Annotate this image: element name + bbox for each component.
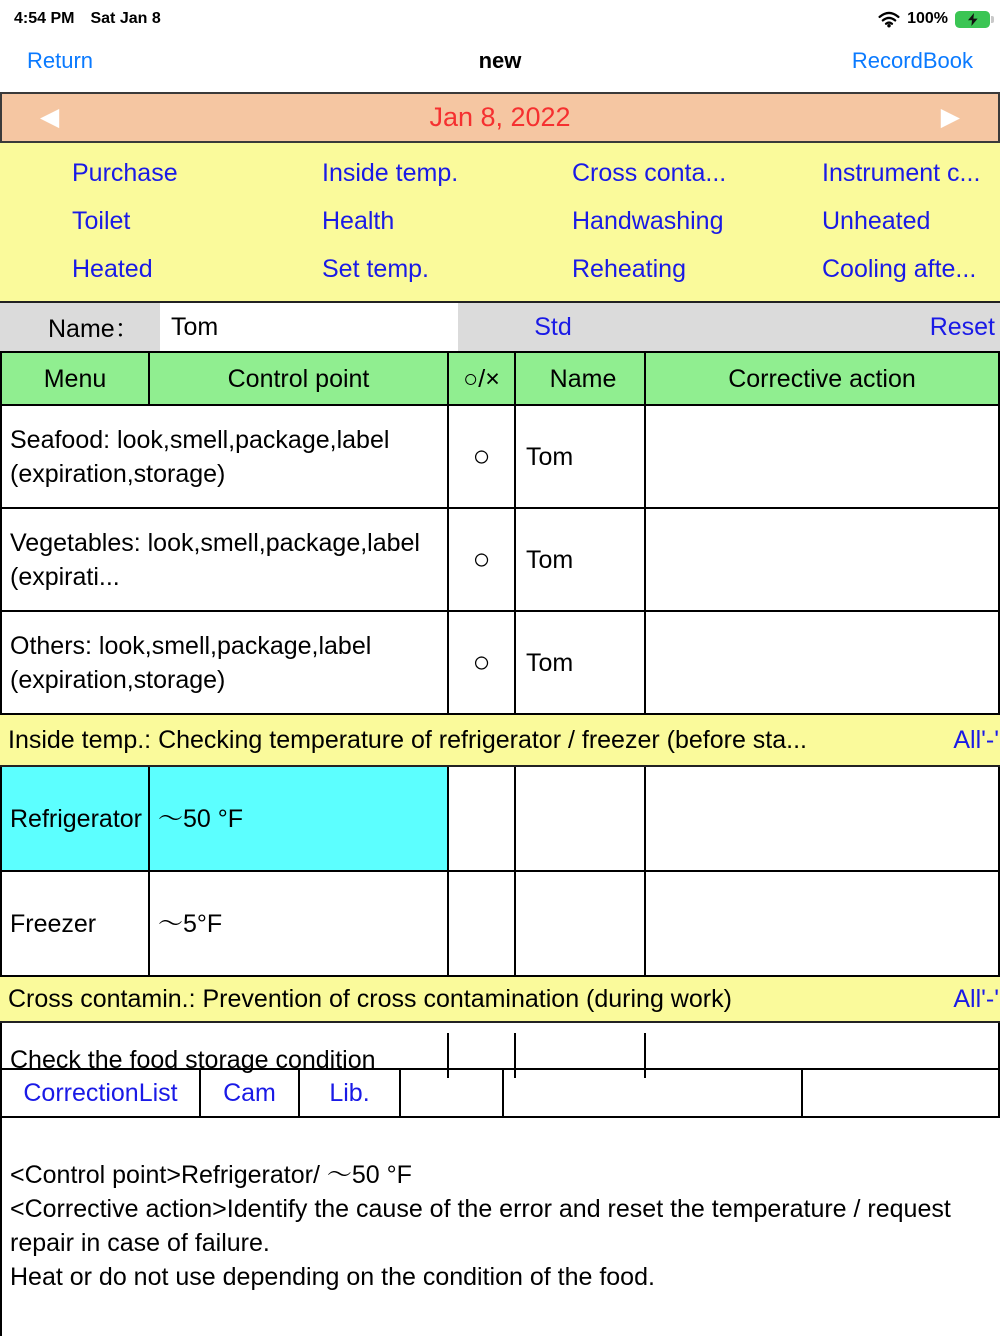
menu-item-set-temp[interactable]: Set temp. xyxy=(322,254,429,283)
library-button[interactable]: Lib. xyxy=(300,1070,401,1116)
reset-button[interactable]: Reset xyxy=(929,312,995,341)
standard-cell[interactable]: ～5°F xyxy=(150,872,449,975)
mark-cell[interactable] xyxy=(449,767,516,870)
corrective-action-cell[interactable] xyxy=(646,509,998,610)
next-day-button[interactable]: ▶ xyxy=(940,103,960,131)
battery-percent-text: 100% xyxy=(907,10,948,27)
mark-cell[interactable]: ○ xyxy=(449,406,516,507)
table-row-refrigerator xyxy=(2,767,998,872)
corrective-action-cell[interactable] xyxy=(646,406,998,507)
inside-temp-all-mark-button[interactable]: All'-' xyxy=(953,725,999,754)
page-title: new xyxy=(478,48,522,73)
cross-contamination-table xyxy=(0,1023,1000,1074)
name-label: Name： xyxy=(48,315,140,343)
prev-day-button[interactable]: ◀ xyxy=(40,103,60,131)
charging-bolt-icon xyxy=(967,13,979,26)
cross-contamination-section-title: Cross contamin.: Prevention of cross contamination (during work) xyxy=(8,984,732,1013)
clock-text: 4:54 PM xyxy=(14,10,75,27)
menu-item-inside-temp[interactable]: Inside temp. xyxy=(322,158,459,187)
menu-item-handwashing[interactable]: Handwashing xyxy=(572,206,724,235)
detail-panel xyxy=(0,1118,1000,1336)
status-bar xyxy=(0,0,1000,30)
toolbar-empty-cell xyxy=(803,1070,998,1116)
menu-item-cooling[interactable]: Cooling afte... xyxy=(822,254,977,283)
purchase-table xyxy=(0,351,1000,715)
control-point-cell[interactable]: Seafood: look,smell,package,label (expiration,storage) xyxy=(2,406,449,507)
menu-item-unheated[interactable]: Unheated xyxy=(822,206,931,235)
current-date-label: Jan 8, 2022 xyxy=(429,102,571,132)
cross-contamination-section-bar xyxy=(0,977,1000,1023)
status-indicators xyxy=(878,10,990,28)
cross-contamination-all-mark-button[interactable]: All'-' xyxy=(953,984,999,1013)
table-row-freezer xyxy=(2,872,998,977)
toolbar-empty-cell xyxy=(504,1070,803,1116)
name-cell[interactable]: Tom xyxy=(516,612,646,713)
table-row-food-storage xyxy=(2,1023,998,1074)
detail-control-point-line: <Control point>Refrigerator/ ～50 °F xyxy=(10,1161,412,1189)
bottom-toolbar xyxy=(0,1068,1000,1118)
name-cell[interactable]: Tom xyxy=(516,509,646,610)
name-cell[interactable]: Tom xyxy=(516,406,646,507)
wifi-icon xyxy=(878,11,900,28)
camera-button[interactable]: Cam xyxy=(201,1070,300,1116)
table-row-seafood xyxy=(2,406,998,509)
table-row-others xyxy=(2,612,998,715)
control-point-cell[interactable]: Others: look,smell,package,label (expiration,storage) xyxy=(2,612,449,713)
detail-corrective-action-line: <Corrective action>Identify the cause of the error and reset the temperature / request repair in case of failure. xyxy=(10,1195,951,1257)
status-date-text: Sat Jan 8 xyxy=(90,10,161,27)
return-button[interactable]: Return xyxy=(27,48,94,73)
mark-cell[interactable] xyxy=(449,872,516,975)
name-input[interactable]: Tom xyxy=(160,303,458,351)
mark-cell[interactable]: ○ xyxy=(449,509,516,610)
toolbar-empty-cell xyxy=(401,1070,504,1116)
name-cell[interactable] xyxy=(516,767,646,870)
menu-item-health[interactable]: Health xyxy=(322,206,395,235)
corrective-action-cell[interactable] xyxy=(646,767,998,870)
menu-item-instrument[interactable]: Instrument c... xyxy=(822,158,981,187)
menu-cell[interactable]: Refrigerator xyxy=(2,767,150,870)
table-header-row xyxy=(2,353,998,406)
correction-list-button[interactable]: CorrectionList xyxy=(2,1070,201,1116)
col-header-corrective-action: Corrective action xyxy=(646,353,998,404)
menu-item-cross-contamination[interactable]: Cross conta... xyxy=(572,158,727,187)
mark-cell[interactable]: ○ xyxy=(449,612,516,713)
recordbook-button[interactable]: RecordBook xyxy=(851,48,973,73)
detail-note-line: Heat or do not use depending on the condition of the food. xyxy=(10,1263,655,1291)
menu-item-heated[interactable]: Heated xyxy=(72,254,153,283)
date-bar xyxy=(0,92,1000,143)
menu-item-toilet[interactable]: Toilet xyxy=(72,206,131,235)
name-cell[interactable] xyxy=(516,872,646,975)
name-bar xyxy=(0,301,1000,351)
corrective-action-cell[interactable] xyxy=(646,872,998,975)
menu-item-purchase[interactable]: Purchase xyxy=(72,158,178,187)
nav-bar xyxy=(0,30,1000,92)
menu-cell[interactable]: Freezer xyxy=(2,872,150,975)
battery-icon xyxy=(955,11,990,28)
std-button[interactable]: Std xyxy=(534,312,572,341)
inside-temp-table xyxy=(0,767,1000,977)
status-time-date xyxy=(14,10,161,28)
corrective-action-cell[interactable] xyxy=(646,612,998,713)
col-header-mark: ○/× xyxy=(449,353,516,404)
standard-cell[interactable]: ～50 °F xyxy=(150,767,449,870)
col-header-name: Name xyxy=(516,353,646,404)
inside-temp-section-title: Inside temp.: Checking temperature of refrigerator / freezer (before sta... xyxy=(8,725,807,754)
section-menu xyxy=(0,143,1000,301)
table-row-vegetables xyxy=(2,509,998,612)
col-header-menu: Menu xyxy=(2,353,150,404)
control-point-cell[interactable]: Check the food storage condition xyxy=(2,1033,449,1078)
menu-item-reheating[interactable]: Reheating xyxy=(572,254,686,283)
inside-temp-section-bar xyxy=(0,715,1000,767)
control-point-cell[interactable]: Vegetables: look,smell,package,label (expirati... xyxy=(2,509,449,610)
col-header-control-point: Control point xyxy=(150,353,449,404)
